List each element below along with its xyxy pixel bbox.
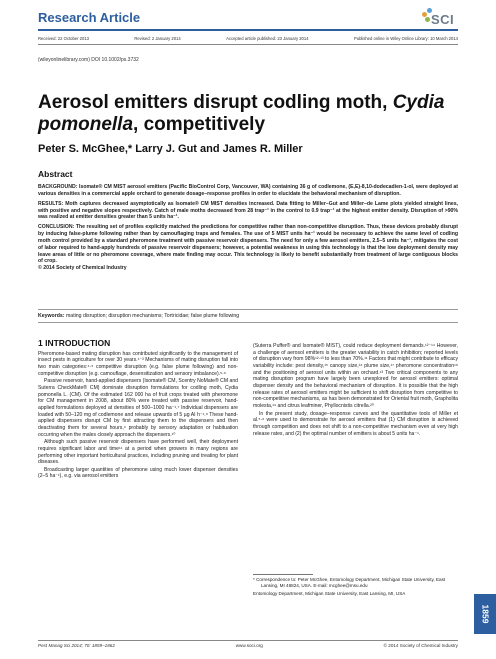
header-rule xyxy=(38,29,458,31)
received-date: Received: 22 October 2013 xyxy=(38,36,89,41)
footnotes xyxy=(253,577,453,599)
body-column-right xyxy=(253,343,458,438)
page-number: 1859 xyxy=(479,604,490,624)
intro-paragraph: (Suterra Puffer® and Isomate® MIST), could reduce deployment demands.¹²⁻¹⁴ However, a challenge of aerosol emitters is the greater variability in catch inhibition; reported levels of disruption vary from 98%¹²·¹³ to less than 70%.¹¹ Factors that might contribute to efficacy variability include: pest density,¹⁵ canopy size,¹⁶ plume size,¹⁷ pheromone concentration¹⁸ and the positioning of aerosol units within an orchard.¹³ Two critical components to any mating disruption program have largely been unexplored for aerosol emitters: optimal dispenser density and the behavioral mechanism of disruption. It is possible that the high release rates of aerosol emitters might be sufficient to shift disruption from competitive to non-competitive mechanisms, as has been demonstrated for Oriental fruit moth, Grapholita molesta,¹⁹ and citrus leafminer, Phyllocnistis citrella.²⁰ xyxy=(253,343,458,409)
keywords-top-rule xyxy=(38,309,458,310)
journal-header xyxy=(0,0,496,34)
journal-citation: Pest Manag Sci 2014; 70: 1859–1862 xyxy=(38,643,115,648)
title-species: Cydia pomonella xyxy=(38,92,445,135)
published-date: Published online in Wiley Online Library: 10 March 2014 xyxy=(353,36,458,41)
correspondence-footnote: * Correspondence to: Peter McGhee, Entomology Department, Michigan State University, East Lansing, MI 48824, USA. E-mail: mcghee@msu.edu xyxy=(253,577,446,588)
abstract-conclusion: CONCLUSION: The resulting set of profiles explicitly matched the predictions for competitive rather than non-competitive disruption. Thus, these devices probably disrupt by inducing false-plume following rather than by camouflaging traps and females. The use of 5 MIST units ha⁻¹ would be necessary to achieve the same level of codling moth control provided by a standard pheromone treatment with passive reservoir dispensers. The need for only a few aerosol emitters, 2.5–5 units ha⁻¹, mitigates the cost of labor required to hand-apply hundreds of passive reservoir dispensers; however, a potential weakness in using this technology is that the low deployment density may leave areas of little or no pheromone coverage, where mate finding may occur. This technology is likely to benefit substantially from treatment of large contiguous blocks of crop. © 2014 Society of Chemical Industry xyxy=(38,224,458,272)
footnote-rule xyxy=(253,574,313,575)
author-list: Peter S. McGhee,* Larry J. Gut and James R. Miller xyxy=(38,143,303,155)
page-footer xyxy=(38,643,458,648)
article-dates xyxy=(38,36,458,41)
intro-paragraph: Although such passive reservoir dispensers have performed well, their deployment requires significant labor and time¹¹ at a period when growers in many regions are performing other important horticultural practices, including pruning and treating for plant diseases. xyxy=(38,439,238,466)
dates-rule xyxy=(38,44,458,45)
intro-paragraph: In the present study, dosage–response curves and the quantitative tools of Miller et al.⁵·⁶ were used to demonstrate for aerosol emitters that (1) CM disruption is achieved through competition and does not shift to a non-competitive mechanism even at very high release rates, and (2) the optimal number of emitters is about 5 units ha⁻¹. xyxy=(253,410,458,437)
abstract-background: BACKGROUND: Isomate® CM MIST aerosol emitters (Pacific BioControl Corp, Vancouver, WA) containing 36 g of codlemone, (E,E)-8,10-dodecadien-1-ol, were deployed at various densities in a commercial apple orchard to generate dosage–response profiles in order to elucidate the behavioral mechanism of disruption. xyxy=(38,184,459,197)
keywords-text: mating disruption; disruption mechanisms; Tortricidae; false plume following xyxy=(65,313,240,319)
keywords xyxy=(38,313,239,319)
article-title xyxy=(38,92,458,136)
affiliation-footnote: Entomology Department, Michigan State University, East Lansing, MI, USA xyxy=(253,591,406,596)
abstract-results: RESULTS: Moth captures decreased asymptotically as Isomate® CM MIST densities increased. Data fitting to Miller–Gut and Miller–de Lame plots yielded straight lines, with positive and negative slopes respectively. Catch of male moths decreased from 28 trap⁻¹ in the control to 0.9 trap⁻¹ at the highest emitter density. Disruption of >90% was realized at emitter densities greater than 5 units ha⁻¹. xyxy=(38,200,458,221)
doi-link[interactable]: (wileyonlinelibrary.com) DOI 10.1002/ps.3732 xyxy=(38,57,139,63)
journal-url[interactable]: www.soci.org xyxy=(235,643,263,648)
sci-logo-text: SCI xyxy=(431,12,455,27)
section-heading: 1 INTRODUCTION xyxy=(38,338,111,348)
keywords-label: Keywords: xyxy=(38,313,65,319)
article-type: Research Article xyxy=(38,10,141,25)
abstract-body xyxy=(38,184,458,275)
body-column-left xyxy=(38,340,238,481)
footer-copyright: © 2014 Society of Chemical Industry xyxy=(383,643,458,648)
abstract-heading: Abstract xyxy=(38,169,73,179)
keywords-bottom-rule xyxy=(38,322,458,323)
abstract-copyright: © 2014 Society of Chemical Industry xyxy=(38,265,127,272)
logo-dot-icon xyxy=(425,17,430,22)
revised-date: Revised: 2 January 2014 xyxy=(134,36,181,41)
intro-paragraph: Pheromone-based mating disruption has contributed significantly to the management of insect pests in agriculture for over 30 years.¹⁻³ Mechanisms of mating disruption fall into two main categories:⁴·⁵ competitive disruption (e.g. false plume following) and non-competitive disruption (e.g. camouflage, desensitization and sensory imbalance).⁵·⁶ xyxy=(38,350,238,377)
title-part2: , competitively xyxy=(133,114,266,135)
title-part1: Aerosol emitters disrupt codling moth, xyxy=(38,92,393,113)
intro-paragraph: Passive reservoir, hand-applied dispensers (Isomate® CM, Scentry NoMate® CM and Suterra CheckMate® CM) dominate disruption formulations for codling moth, Cydia pomonella L. (CM). Of the estimated 162 000 ha of fruit crops treated with pheromone for CM management in 2008, about 80% were treated with passive reservoir, hand-applied formulations deployed at densities of 500–1000 ha⁻¹.⁷ Individual dispensers are loaded with 50–120 mg of codlemone and release upwards of 5 µg AI h⁻¹.⁸ These hand-applied dispensers disrupt CM by first attracting them to the dispensers and then deactivating them for several hours,⁹ probably by sensory adaptation or habituation occurring when the males closely approach the dispensers.¹⁰ xyxy=(38,378,238,438)
intro-paragraph: Broadcasting larger quantities of pheromone using much lower dispenser densities (2–5 ha⁻¹), e.g. via aerosol emitters xyxy=(38,466,238,480)
accepted-date: Accepted article published: 23 January 2014 xyxy=(226,36,309,41)
footer-rule xyxy=(38,640,458,641)
